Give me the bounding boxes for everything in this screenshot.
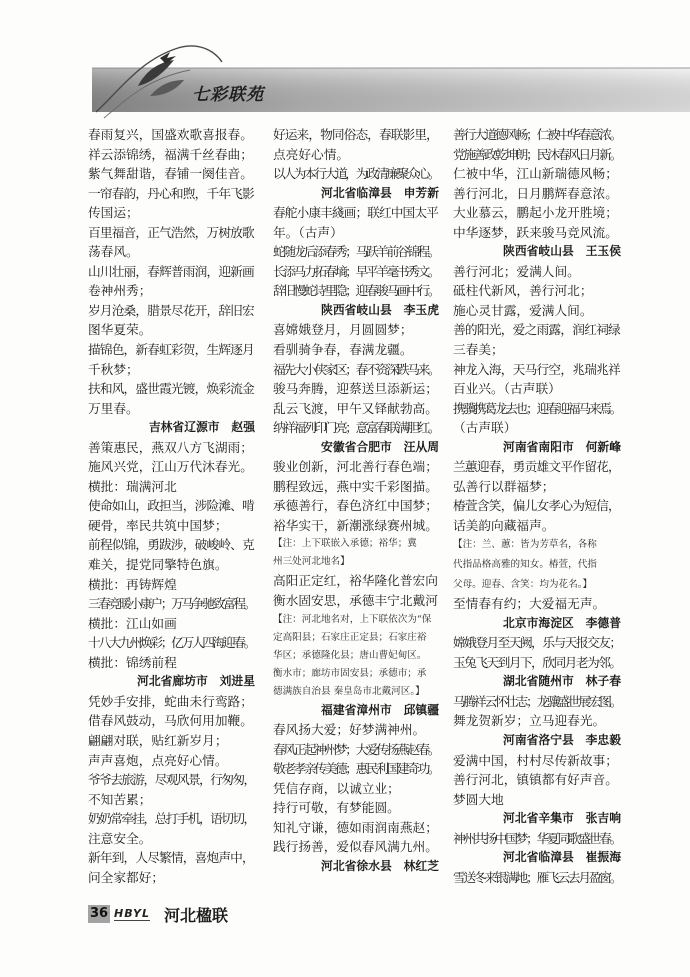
annotation-note: 华区；承德隆化县；唐山曹妃甸区。 xyxy=(273,649,427,661)
couplet-line: 借春风鼓动，马欣何用加鞭。 xyxy=(88,713,253,729)
header-banner xyxy=(0,0,690,130)
couplet-line: 点亮好心情。 xyxy=(273,146,350,162)
text-column-left xyxy=(88,125,255,887)
couplet-line: （古声联） xyxy=(453,420,517,436)
couplet-line: 凭信存商，以诚立业； xyxy=(273,780,400,796)
couplet-line: 施风兴党，江山万代沐春光。 xyxy=(88,459,253,475)
couplet-line: 问全家都好； xyxy=(88,869,165,885)
couplet-line: 雪送冬来银满地；雁飞云去月盈窗。 xyxy=(453,869,621,885)
couplet-line: 图华夏荣。 xyxy=(88,322,152,338)
couplet-line: 骏业创新，河北善行春色端； xyxy=(273,459,438,475)
couplet-line: 奶奶常牵挂，总打手机，语切切， xyxy=(88,811,255,827)
annotation-note: 【注：上下联嵌入承德；裕华；冀 xyxy=(273,538,417,550)
couplet-line: 践行扬善，爱似春风满九州。 xyxy=(273,839,438,855)
couplet-line: 爱满中国，村村尽传新故事； xyxy=(453,752,618,768)
annotation-note: 【注：兰、蕙：皆为芳草名，各称 xyxy=(453,539,597,551)
couplet-line: 春风正起神州梦；大爱传扬燕赵春。 xyxy=(273,741,439,757)
couplet-line: 鹏程致远，燕中实千彩图描。 xyxy=(273,478,438,494)
couplet-line: 携骥携葛龙去也；迎春迎福马来焉。 xyxy=(453,400,621,416)
annotation-note: 父母。迎春、含笑：均为花名。】 xyxy=(453,578,593,590)
annotation-note: 定高阳县；石家庄正定县；石家庄裕 xyxy=(273,631,427,643)
couplet-line: 弘善行以群福梦； xyxy=(453,478,555,494)
couplet-line: 三春竞暖小康户；万马争驰致富程。 xyxy=(88,596,255,612)
text-column-middle xyxy=(273,125,439,877)
couplet-line: 承德善行，春色济红中国梦； xyxy=(273,498,438,514)
author-credit: 北京市海淀区 李德普 xyxy=(503,615,621,630)
couplet-line: 扶和风，盛世霞光镀，焕彩流金 xyxy=(88,381,254,397)
couplet-line: 横批：江山如画 xyxy=(88,615,177,631)
couplet-line: 玉兔飞天到月下，欣同月老为邻。 xyxy=(453,654,621,670)
couplet-line: 荡春风。 xyxy=(88,244,139,260)
annotation-note: 衡水市；廊坊市固安县；承德市；承 xyxy=(273,667,427,679)
couplet-line: 裕华实干，新潮涨绿赛州城。 xyxy=(273,517,438,533)
couplet-line: 辞旧慢蛇诗里隐；迎春骏马画中行。 xyxy=(273,283,439,299)
couplet-line: 仁被中华，江山新瑞德风畅； xyxy=(453,166,618,182)
couplet-line: 话美韵向藏福声。 xyxy=(453,517,555,533)
annotation-note: 德满族自治县 秦皇岛市北戴河区。】 xyxy=(273,685,425,697)
author-credit: 河北省徐水县 林红芝 xyxy=(321,858,439,873)
couplet-line: 岁月沧桑，腊景尽花开，辞旧宏 xyxy=(88,302,254,318)
couplet-line: 传国运； xyxy=(88,205,139,221)
couplet-line: 三春美； xyxy=(453,342,504,358)
couplet-line: 乱云飞渡，甲午又铎献勃高。 xyxy=(273,400,438,416)
author-credit: 陕西省岐山县 李玉虎 xyxy=(321,302,439,317)
author-credit: 河南省洛宁县 李忠毅 xyxy=(503,732,621,747)
couplet-line: 春舵小康丰綫画；联红中国太平 xyxy=(273,205,438,221)
couplet-line: 凭妙手安排，蛇曲未行鸾路； xyxy=(88,693,253,709)
couplet-line: 神龙入海，天马行空，兆瑞兆祥 xyxy=(453,361,620,377)
couplet-line: 横批：再铸辉煌 xyxy=(88,576,177,592)
couplet-line: 横批：瑞满河北 xyxy=(88,478,177,494)
couplet-line: 不知苦累； xyxy=(88,791,152,807)
couplet-line: 施心灵甘露，爱满人间。 xyxy=(453,302,593,318)
author-credit: 河北省临漳县 崔振海 xyxy=(503,850,621,865)
couplet-line: 兰蕙迎春，勇贡雄文平作留花， xyxy=(453,459,620,475)
annotation-note: 州三处河北地名】 xyxy=(273,556,350,568)
annotation-note: 代指品格高雅的知女。椿萱，代指 xyxy=(453,559,597,571)
couplet-line: 爷爷去旅游，尽观风景，行匆匆， xyxy=(88,772,255,788)
couplet-line: 声声喜炮，点亮好心情。 xyxy=(88,752,228,768)
couplet-line: 大业慕云，鹏起小龙开胜境； xyxy=(453,205,618,221)
couplet-line: 春雨复兴，国盛欢歌喜报春。 xyxy=(88,127,253,142)
couplet-line: 看驯骑争春，春满龙疆。 xyxy=(273,342,413,358)
couplet-line: 高阳正定红，裕华隆化普宏向 xyxy=(273,573,438,589)
author-credit: 安徽省合肥市 汪从周 xyxy=(321,439,439,454)
couplet-line: 衡水固安思，承德丰宁北戴河 xyxy=(273,593,438,609)
couplet-line: 注意安全。 xyxy=(88,830,152,846)
couplet-line: 百里福音，正气浩然，万树放歌 xyxy=(88,224,254,240)
couplet-line: 紫气舞甜谐，春铺一阕佳音。 xyxy=(88,166,253,182)
couplet-line: 前程似锦，勇跋涉，破峻岭、克 xyxy=(88,537,254,553)
couplet-line: 喜嫦娥登月，月圆圆梦； xyxy=(273,322,413,338)
couplet-line: 硬骨，率民共筑中国梦； xyxy=(88,517,228,533)
couplet-line: 描锦色，新春虹彩贺，生辉逐月 xyxy=(88,342,254,358)
couplet-line: 福先大小侠家区；春不资深跌马来。 xyxy=(273,361,439,377)
author-credit: 福建省漳州市 邱镇疆 xyxy=(321,702,439,717)
couplet-line: 嫦娥登月至天阙，乐与天报交友； xyxy=(453,635,621,651)
couplet-line: 神州共扬中国梦；华夏同歌盛世春。 xyxy=(453,830,621,846)
couplet-line: 中华逐梦，跃来骏马竞风流。 xyxy=(453,224,618,240)
annotation-note: 【注：河北地名对，上下联依次为“保 xyxy=(273,613,432,625)
text-column-right xyxy=(453,125,621,887)
couplet-line: 持行可敬，有梦能圆。 xyxy=(273,800,400,816)
couplet-line: 椿萱含笑，偏儿女孝心为短信， xyxy=(453,498,620,514)
couplet-line: 山川壮丽，春辉普雨润，迎新画 xyxy=(88,263,254,279)
couplet-line: 敬老孝亲传美德；惠民利国建奇功。 xyxy=(273,761,439,777)
couplet-line: 年。（古声） xyxy=(273,224,343,240)
couplet-line: 万里春。 xyxy=(88,400,139,416)
couplet-line: 好运来，物同俗态，春联影里， xyxy=(273,127,438,142)
couplet-line: 纳祥福列印门亮；意富春联满胆红。 xyxy=(273,420,439,436)
couplet-line: 春风扬大爱；好梦满神州。 xyxy=(273,722,426,738)
author-credit: 河北省辛集市 张吉响 xyxy=(503,811,621,826)
couplet-line: 一帘春韵，丹心和煦，千年飞影 xyxy=(88,185,254,201)
couplet-line: 长添马力拓春墒；早平羊毫书秀文。 xyxy=(273,263,439,279)
couplet-line: 砥柱代新风，善行河北； xyxy=(453,283,593,299)
author-credit: 河南省南阳市 何新峰 xyxy=(503,439,621,454)
couplet-line: 党施善政乾坤朗；民沐春风日月新。 xyxy=(453,146,621,162)
couplet-line: 善行河北，镇镇都有好声音。 xyxy=(453,772,618,788)
couplet-line: 知礼守谦，德如雨润南燕赵； xyxy=(273,819,438,835)
couplet-line: 善行河北；爱满人间。 xyxy=(453,263,580,279)
couplet-line: 善策惠民，燕双八方飞湖雨； xyxy=(88,439,253,455)
section-title: 七彩联苑 xyxy=(192,85,264,105)
page-number: 36 xyxy=(89,906,109,921)
brand-abbreviation: HBYL xyxy=(114,907,150,920)
author-credit: 湖北省随州市 林子春 xyxy=(503,674,621,689)
magazine-name: 河北楹联 xyxy=(164,906,229,925)
couplet-line: 难关，提党同擎特色旗。 xyxy=(88,557,228,573)
couplet-line: 使命如山，政担当，涉险滩、啃 xyxy=(88,498,254,514)
author-credit: 吉林省辽源市 赵强 xyxy=(148,420,255,435)
couplet-line: 百业兴。（古声联） xyxy=(453,381,561,397)
author-credit: 河北省廊坊市 刘进星 xyxy=(137,674,255,689)
couplet-line: 新年到，人尽繁情，喜炮声中， xyxy=(88,850,254,866)
couplet-line: 梦圆大地 xyxy=(453,791,504,807)
couplet-line: 善行大道德风畅；仁被中华春意浓。 xyxy=(453,127,621,142)
couplet-line: 骏马奔腾，迎蔡送旦添新运； xyxy=(273,381,438,397)
couplet-line: 横批：锦绣前程 xyxy=(88,654,177,670)
couplet-line: 千秋梦； xyxy=(88,361,139,377)
couplet-line: 至情春有约；大爱福无声。 xyxy=(453,596,606,612)
couplet-line: 舞龙贺新岁；立马迎春光。 xyxy=(453,713,606,729)
couplet-line: 马腾祥云怀壮志；龙骧盛世展宏图。 xyxy=(453,693,621,709)
couplet-line: 祥云添锦绣，福满千丝春曲； xyxy=(88,146,253,162)
couplet-line: 善的阳光，爱之雨露，润红祠绿 xyxy=(453,322,620,338)
couplet-line: 十八大九州焕彩；亿万人四海迎春。 xyxy=(88,635,255,651)
author-credit: 河北省临漳县 申芳新 xyxy=(321,185,439,200)
couplet-line: 卷神州秀； xyxy=(88,283,152,299)
couplet-line: 善行河北，日月鹏辉春意浓。 xyxy=(453,185,618,201)
couplet-line: 以人为本行大道，为政清廉聚众心。 xyxy=(273,166,439,182)
couplet-line: 翩翩对联，贴红新岁月； xyxy=(88,732,228,748)
couplet-line: 蛇随龙后添春秀；马跃羊前谷锦程。 xyxy=(273,244,439,260)
author-credit: 陕西省岐山县 王玉侯 xyxy=(503,244,621,259)
